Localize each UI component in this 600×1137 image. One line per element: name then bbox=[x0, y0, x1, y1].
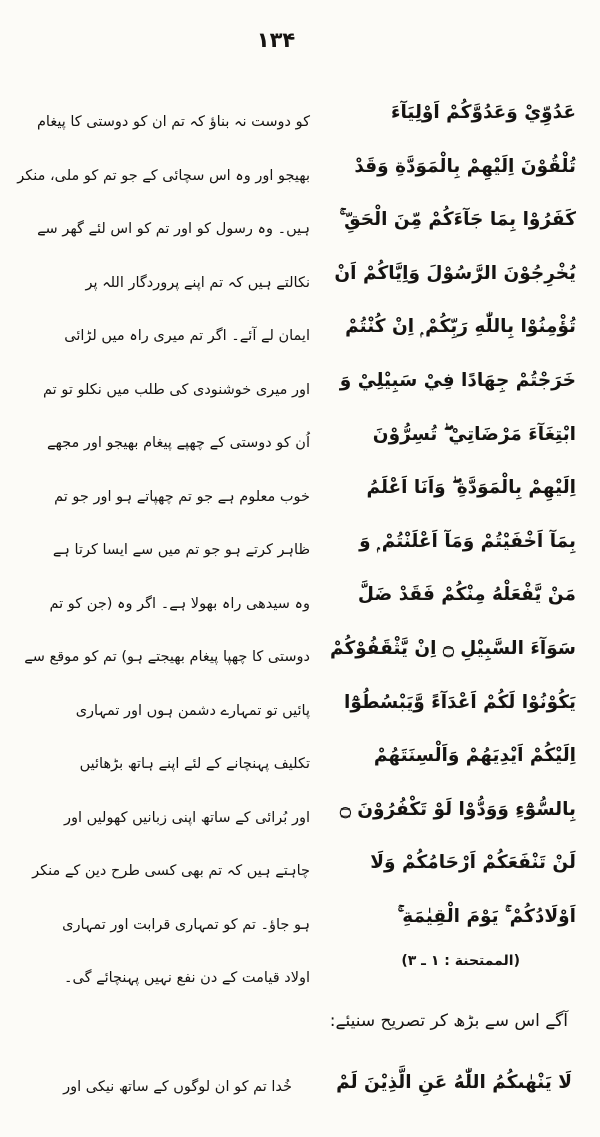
surah-reference: (الممتحنة : ۱ ـ ۳) bbox=[401, 953, 520, 969]
translation-line: اور بُرائی کے ساتھ اپنی زبانیں کھولیں اور bbox=[63, 809, 310, 826]
quran-line: خَرَجْتُمْ جِهَادًا فِيْ سَبِيْلِيْ وَ bbox=[339, 369, 576, 391]
quran-line: ابْتِغَآءَ مَرْضَاتِيْ ۖ تُسِرُّوْنَ bbox=[372, 423, 576, 445]
quran-line: يَكُوْنُوْا لَكُمْ اَعْدَآءً وَّيَبْسُطُوْٓا bbox=[344, 691, 576, 713]
translation-line: دوستی کا چھپا پیغام بھیجتے ہو) تم کو موقع سے bbox=[24, 649, 310, 665]
quran-line: مَنْ يَّفْعَلْهُ مِنْكُمْ فَقَدْ ضَلَّ bbox=[357, 584, 576, 606]
quran-line: اِلَيْهِمْ بِالْمَوَدَّةِ ۖ وَاَنَا اَعْلَمُ bbox=[366, 477, 576, 499]
translation-line: چاہتے ہیں کہ تم بھی کسی طرح دین کے منکر bbox=[32, 863, 310, 879]
translation-line: نکالتے ہیں کہ تم اپنے پروردگار اللہ پر bbox=[85, 274, 310, 291]
translation-line: ایمان لے آئے۔ اگر تم میری راہ میں لڑائی bbox=[64, 328, 310, 344]
translation-continuation-line: خُدا تم کو ان لوگوں کے ساتھ نیکی اور bbox=[63, 1079, 292, 1095]
quran-arabic-column bbox=[322, 86, 576, 944]
translation-line: اُن کو دوستی کے چھپے پیغام بھیجو اور مجھے bbox=[46, 435, 310, 451]
translation-line: اور میری خوشنودی کی طلب میں نکلو تو تم bbox=[43, 381, 310, 398]
translation-line: تکلیف پہنچانے کے لئے اپنے ہاتھ بڑھائیں bbox=[79, 756, 310, 772]
quran-line: يُخْرِجُوْنَ الرَّسُوْلَ وَاِيَّاكُمْ اَنْ bbox=[334, 262, 576, 284]
urdu-translation-column bbox=[17, 96, 310, 1006]
translation-line: بھیجو اور وہ اس سچائی کے جو تم کو ملی، منکر bbox=[17, 167, 310, 184]
translation-line: کو دوست نہ بناؤ کہ تم ان کو دوستی کا پیغام bbox=[36, 114, 310, 130]
quran-line: بِمَآ اَخْفَيْتُمْ وَمَآ اَعْلَنْتُمْ ۭ وَ bbox=[359, 530, 576, 552]
translation-line: اولاد قیامت کے دن نفع نہیں پہنچائے گی۔ bbox=[64, 970, 310, 986]
translation-line: ظاہر کرتے ہو جو تم میں سے ایسا کرتا ہے bbox=[52, 542, 310, 558]
translation-line: خوب معلوم ہے جو تم چھپاتے ہو اور جو تم bbox=[54, 488, 310, 505]
quran-continuation-line: لَا يَنْهٰىكُمُ اللّٰهُ عَنِ الَّذِيْنَ لَمْ bbox=[336, 1072, 572, 1093]
quran-line: اَوْلَادُكُمْ ۚ يَوْمَ الْقِيٰمَةِ ۚ bbox=[397, 905, 576, 927]
page-number: ۱۳۴ bbox=[256, 28, 296, 52]
quran-line: سَوَآءَ السَّبِيْلِ ۝ اِنْ يَّثْقَفُوْكُمْ bbox=[329, 637, 576, 659]
section-heading: آگے اس سے بڑھ کر تصریح سنیئے: bbox=[329, 1011, 568, 1031]
quran-line: عَدُوِّيْ وَعَدُوَّكُمْ اَوْلِيَآءَ bbox=[391, 102, 576, 123]
translation-line: وہ سیدھی راہ بھولا ہے۔ اگر وہ (جن کو تم bbox=[49, 595, 310, 612]
quran-line: اِلَيْكُمْ اَيْدِيَهُمْ وَاَلْسِنَتَهُمْ bbox=[373, 745, 576, 767]
translation-line: ہیں۔ وہ رسول کو اور تم کو اس لئے گھر سے bbox=[37, 221, 310, 237]
quran-line: تُلْقُوْنَ اِلَيْهِمْ بِالْمَوَدَّةِ وَقَدْ bbox=[354, 155, 576, 177]
quran-line: بِالسُّوْٓءِ وَوَدُّوْا لَوْ تَكْفُرُوْنَ ۝ bbox=[339, 798, 576, 820]
translation-line: ہو جاؤ۔ تم کو تمہاری قرابت اور تمہاری bbox=[62, 916, 310, 933]
quran-line: لَنْ تَنْفَعَكُمْ اَرْحَامُكُمْ وَلَا bbox=[370, 852, 576, 874]
translation-line: پائیں تو تمہارے دشمن ہوں اور تمہاری bbox=[75, 702, 310, 719]
quran-line: تُؤْمِنُوْا بِاللّٰهِ رَبِّكُمْ ۭ اِنْ كُنْتُمْ bbox=[345, 316, 576, 338]
quran-line: كَفَرُوْا بِمَا جَآءَكُمْ مِّنَ الْحَقِّ ۚ bbox=[339, 209, 576, 231]
